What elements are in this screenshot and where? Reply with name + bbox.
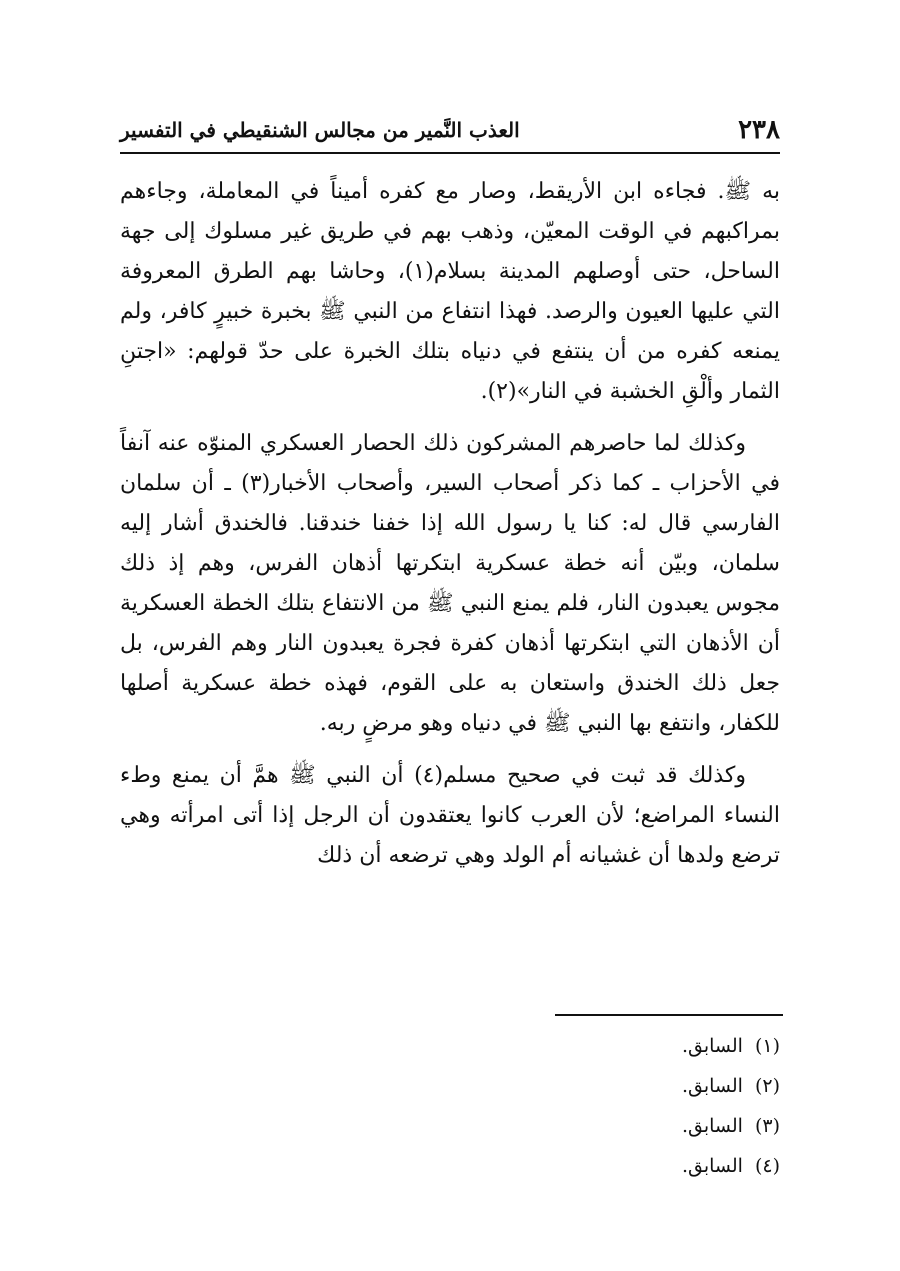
page-number: ٢٣٨ — [738, 115, 780, 145]
footnote-separator — [555, 1014, 783, 1016]
footnote-text: السابق. — [681, 1115, 743, 1137]
footnotes — [450, 1026, 780, 1186]
footnote-text: السابق. — [681, 1035, 743, 1057]
footnote-number: (٢) — [754, 1075, 780, 1097]
footnote-number: (١) — [754, 1035, 780, 1057]
paragraph-2: وكذلك لما حاصرهم المشركون ذلك الحصار العسكري المنوّه عنه آنفاً في الأحزاب ـ كما ذكر أصحاب السير، وأصحاب الأخبار(٣) ـ أن سلمان الفارسي قال له: كنا يا رسول الله إذا خفنا خندقنا. فالخندق أشار إليه سلمان، وبيّن أنه خطة عسكرية ابتكرتها أذهان الفرس، وهم إذ ذلك مجوس يعبدون النار، فلم يمنع النبي ﷺ من الانتفاع بتلك الخطة العسكرية أن الأذهان التي ابتكرتها أذهان كفرة فجرة يعبدون النار وهم الفرس، بل جعل ذلك الخندق واستعان به على القوم، فهذه خطة عسكرية أصلها للكفار، وانتفع بها النبي ﷺ في دنياه وهو مرضٍ ربه. — [120, 431, 780, 736]
footnote-4 — [450, 1146, 780, 1186]
running-title: العذب النَّمير من مجالس الشنقيطي في التفسير — [120, 118, 520, 142]
footnote-text: السابق. — [681, 1155, 743, 1177]
footnote-3 — [450, 1106, 780, 1146]
paragraph-3: وكذلك قد ثبت في صحيح مسلم(٤) أن النبي ﷺ همَّ أن يمنع وطء النساء المراضع؛ لأن العرب كانوا يعتقدون أن الرجل إذا أتى امرأته وهي ترضع ولدها أن غشيانه أم الولد وهي ترضعه أن ذلك — [120, 763, 780, 868]
footnote-text: السابق. — [681, 1075, 743, 1097]
page-header — [120, 112, 780, 148]
paragraph-1: به ﷺ. فجاءه ابن الأريقط، وصار مع كفره أميناً في المعاملة، وجاءهم بمراكبهم في الوقت المعيّن، وذهب بهم في طريق غير مسلوك إلى جهة الساحل، حتى أوصلهم المدينة بسلام(١)، وحاشا بهم الطرق المعروفة التي عليها العيون والرصد. فهذا انتفاع من النبي ﷺ بخبرة خبيرٍ كافر، ولم يمنعه كفره من أن ينتفع في دنياه بتلك الخبرة على حدّ قولهم: «اجتنِ الثمار وألْقِ الخشبة في النار»(٢). — [120, 179, 780, 404]
footnote-1 — [450, 1026, 780, 1066]
header-rule — [120, 152, 780, 154]
body-text — [120, 172, 780, 888]
footnote-number: (٤) — [754, 1155, 780, 1177]
footnote-2 — [450, 1066, 780, 1106]
footnote-number: (٣) — [754, 1115, 780, 1137]
